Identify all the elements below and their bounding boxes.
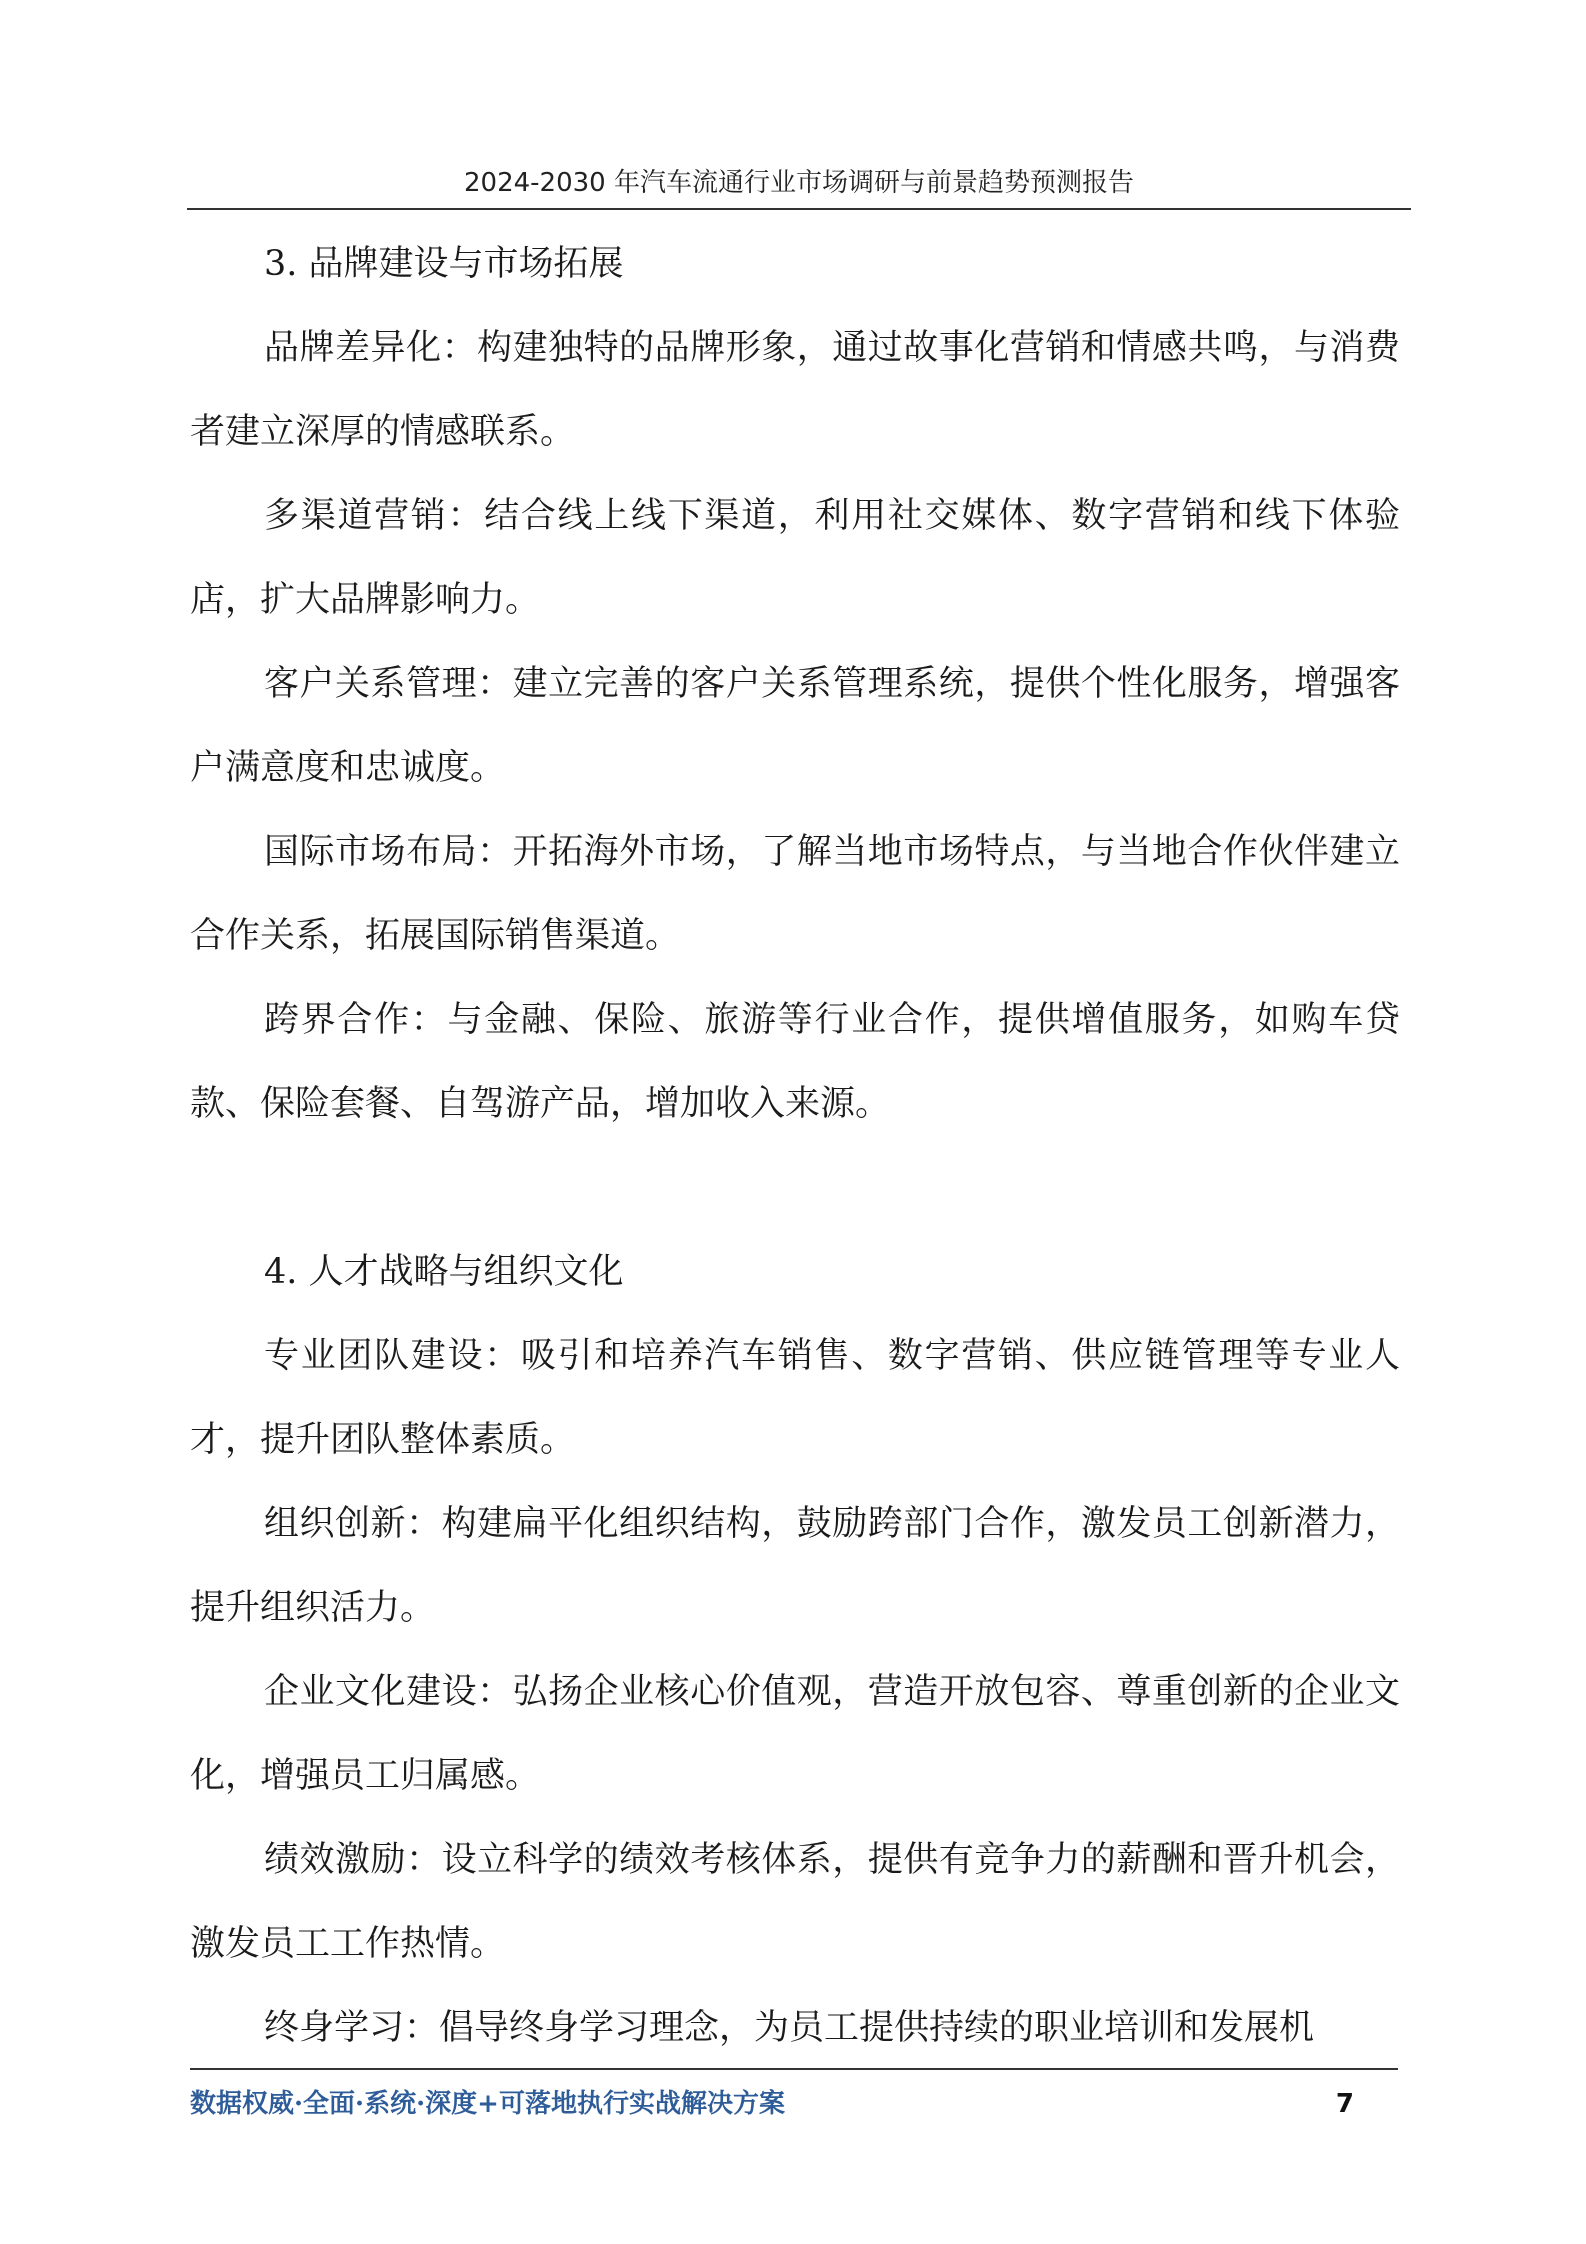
footer-slogan: 数据权威·全面·系统·深度+可落地执行实战解决方案 bbox=[190, 2089, 785, 2119]
page-number: 7 bbox=[1335, 2089, 1354, 2119]
paragraph: 跨界合作：与金融、保险、旅游等行业合作，提供增值服务，如购车贷款、保险套餐、自驾游产品，增加收入来源。 bbox=[190, 1000, 1400, 1124]
paragraph: 企业文化建设：弘扬企业核心价值观，营造开放包容、尊重创新的企业文化，增强员工归属感。 bbox=[190, 1672, 1400, 1796]
paragraph: 组织创新：构建扁平化组织结构，鼓励跨部门合作，激发员工创新潜力，提升组织活力。 bbox=[190, 1504, 1400, 1628]
paragraph: 品牌差异化：构建独特的品牌形象，通过故事化营销和情感共鸣，与消费者建立深厚的情感联系。 bbox=[190, 328, 1400, 452]
paragraph: 专业团队建设：吸引和培养汽车销售、数字营销、供应链管理等专业人才，提升团队整体素质。 bbox=[190, 1336, 1400, 1460]
paragraph: 国际市场布局：开拓海外市场，了解当地市场特点，与当地合作伙伴建立合作关系，拓展国际销售渠道。 bbox=[190, 832, 1400, 956]
paragraph: 客户关系管理：建立完善的客户关系管理系统，提供个性化服务，增强客户满意度和忠诚度。 bbox=[190, 664, 1400, 788]
section-heading: 3. 品牌建设与市场拓展 bbox=[264, 244, 624, 284]
section-brand-building bbox=[190, 222, 1400, 1146]
footer-divider bbox=[190, 2068, 1398, 2070]
paragraph: 绩效激励：设立科学的绩效考核体系，提供有竞争力的薪酬和晋升机会，激发员工工作热情。 bbox=[190, 1840, 1400, 1964]
header-divider bbox=[187, 208, 1411, 210]
paragraph: 多渠道营销：结合线上线下渠道，利用社交媒体、数字营销和线下体验店，扩大品牌影响力。 bbox=[190, 496, 1400, 620]
section-talent-strategy bbox=[190, 1230, 1400, 2070]
section-heading: 4. 人才战略与组织文化 bbox=[264, 1252, 624, 1292]
header-title: 2024-2030 年汽车流通行业市场调研与前景趋势预测报告 bbox=[464, 168, 1134, 198]
paragraph: 终身学习：倡导终身学习理念，为员工提供持续的职业培训和发展机 bbox=[264, 2008, 1315, 2048]
page-body bbox=[190, 222, 1400, 2070]
